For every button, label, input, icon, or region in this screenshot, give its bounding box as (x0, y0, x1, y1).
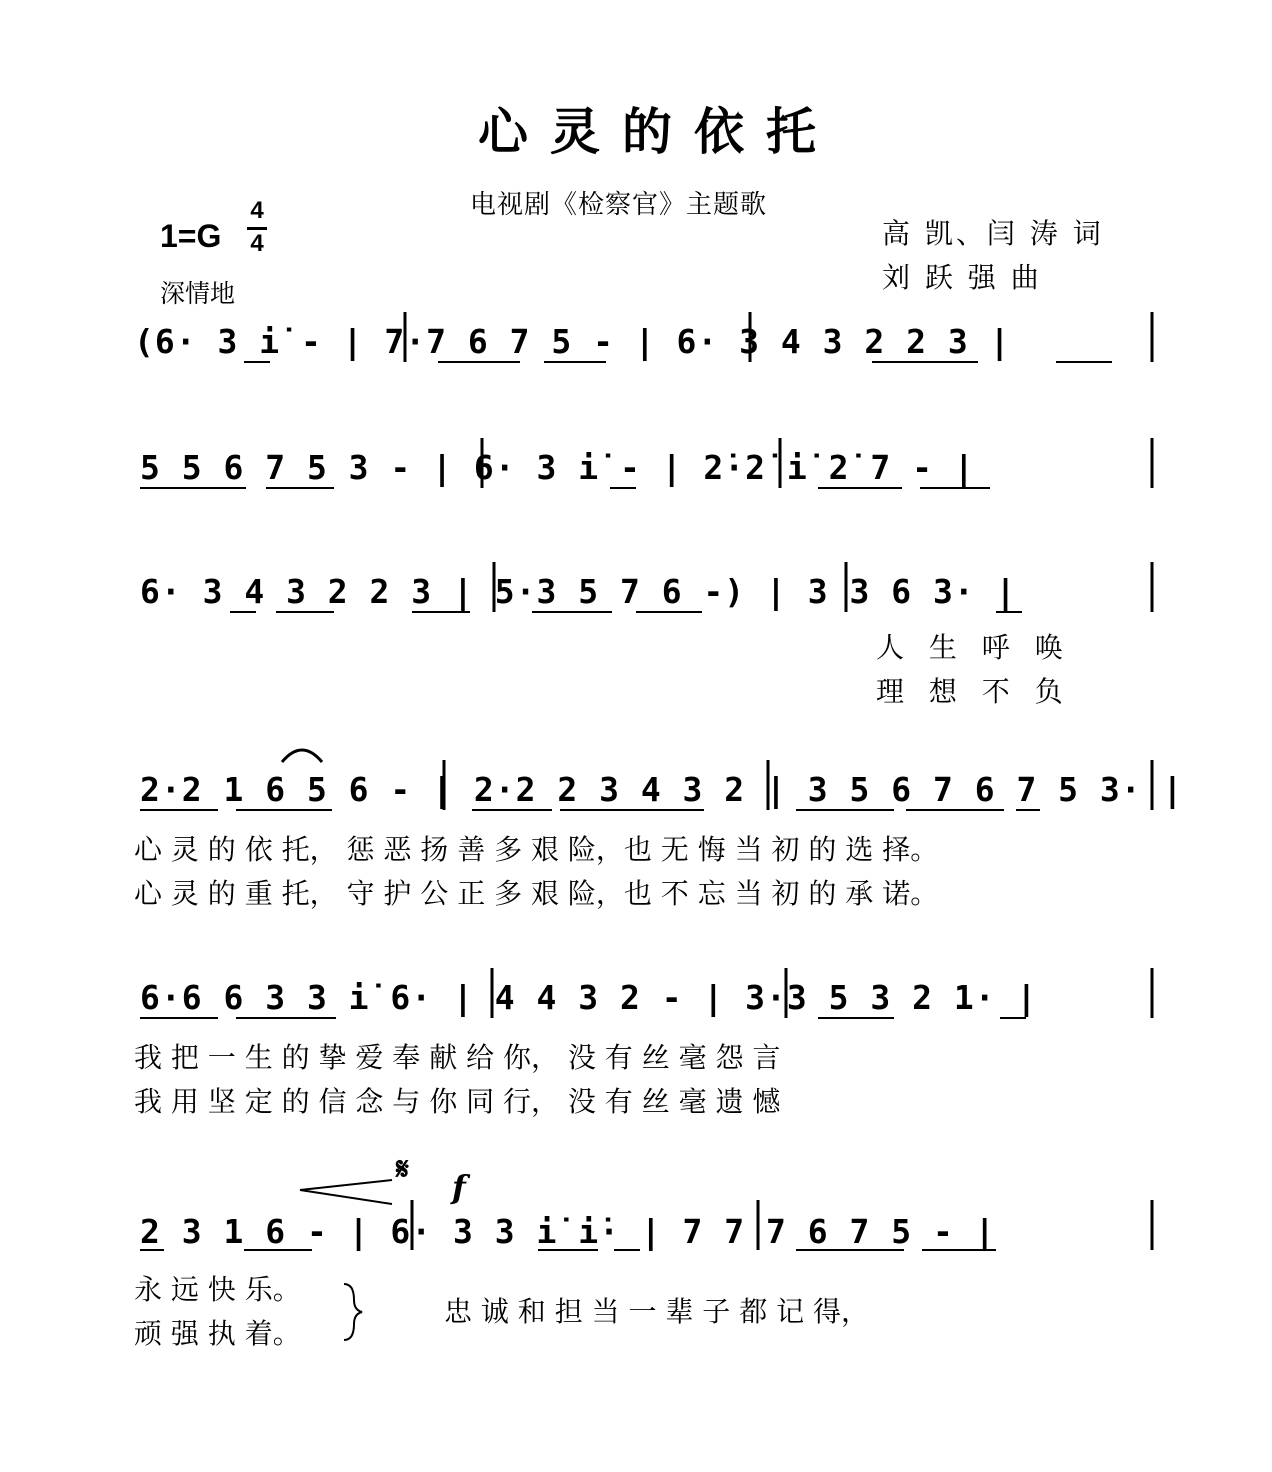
system-5-lyric-verse-2: 我 用 坚 定 的 信 念 与 你 同 行， 没 有 丝 毫 遗 憾 (134, 1085, 781, 1118)
lyricist-credit: 高 凯、闫 涛 词 (882, 217, 1104, 250)
system-2-notes: 5 5 6 7 5 3 - | 6· 3 i̇ - | 2̇·2̇ i̇ 2̇ 7 - | (140, 448, 975, 487)
system-3-lyric-verse-2: 理 想 不 负 (876, 675, 1071, 708)
dynamic-forte: f (452, 1168, 466, 1206)
system-4-notes: 2·2 1 6 5 6 - | 2·2 2 3 4 3 2 | 3 5 6 7 6 7 5 3· | (140, 770, 1184, 809)
time-signature-bottom: 4 (250, 230, 264, 257)
key-signature: 1=G (160, 218, 222, 254)
system-6-lyric-left-verse-1: 永 远 快 乐。 (134, 1273, 301, 1306)
system-6-notes: 2 3 1 6 - | 6· 3 3 i̇ i̇· | 7 7 7 6 7 5 - | (140, 1212, 996, 1251)
system-3-notes: 6· 3 4 3 2 2 3 | 5·3 5 7 6 -) | 3 3 6 3· | (140, 572, 1017, 611)
system-1-notes: (6· 3 i̇ - | 7·7 6 7 5 - | 6· 3 4 3 2 2 3 | (134, 322, 1011, 361)
system-5-notes: 6·6 6 3 3 i̇ 6· | 4 4 3 2 - | 3·3 5 3 2 1· | (140, 978, 1038, 1017)
song-title: 心灵的依托 (478, 102, 838, 161)
segno-sign: 𝄋 (396, 1152, 409, 1187)
song-subtitle: 电视剧《检察官》主题歌 (470, 190, 768, 220)
system-6-lyric-right: 忠 诚 和 担 当 一 辈 子 都 记 得， (444, 1295, 870, 1328)
system-4-lyric-verse-1: 心 灵 的 依 托， 惩 恶 扬 善 多 艰 险，也 无 悔 当 初 的 选 择。 (134, 833, 939, 866)
system-6-lyric-left-verse-2: 顽 强 执 着。 (134, 1317, 301, 1350)
system-4-lyric-verse-2: 心 灵 的 重 托， 守 护 公 正 多 艰 险，也 不 忘 当 初 的 承 诺。 (134, 877, 939, 910)
system-3-lyric-verse-1: 人 生 呼 唤 (876, 631, 1071, 664)
composer-credit: 刘 跃 强 曲 (882, 261, 1042, 294)
system-5-lyric-verse-1: 我 把 一 生 的 挚 爱 奉 献 给 你， 没 有 丝 毫 怨 言 (134, 1041, 781, 1074)
tempo-marking: 深情地 (160, 279, 236, 308)
time-signature-top: 4 (250, 197, 264, 224)
